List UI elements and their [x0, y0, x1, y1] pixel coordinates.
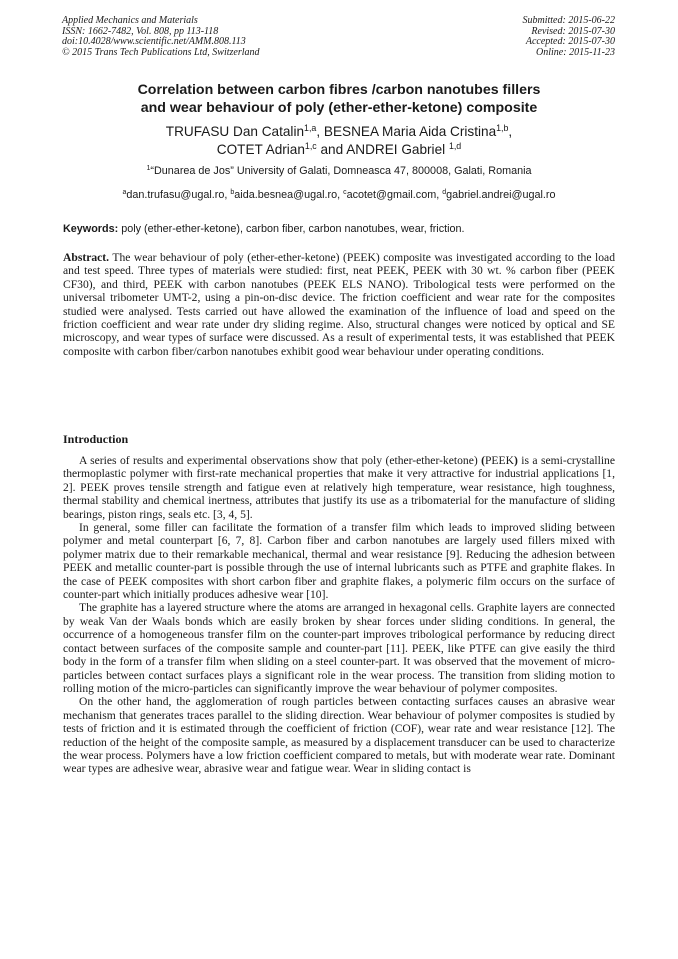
online-date: Online: 2015-11-23: [536, 46, 615, 58]
title-line-2: and wear behaviour of poly (ether-ether-ketone) composite: [140, 100, 538, 116]
title-line-1: Correlation between carbon fibres /carbon nanotubes fillers: [137, 82, 541, 98]
intro-paragraph-4: On the other hand, the agglomeration of rough particles between contacting surfaces causes an abrasive wear mechanism that generates traces parallel to the sliding direction. Wear behaviour of polymer composites is studied by tests of friction and it is estimated through the coefficient of friction (COF), wear rate and wear resistance [12]. The reduction of the height of the composite sample, as measured by a displacement transducer can be used to characterize the wear process. Polymers have a low friction coefficient compared to metals, but with moderate wear rate. Dominant wear types are adhesive wear, abrasive wear and fatigue wear. Wear in sliding contact is: [63, 695, 615, 776]
affiliation-sup: 1: [146, 165, 151, 173]
affiliation-text: “Dunarea de Jos” University of Galati, Domneasca 47, 800008, Galati, Romania: [150, 165, 532, 177]
introduction-body: [63, 454, 615, 776]
abstract-label: Abstract.: [63, 251, 110, 264]
author-line-1: [40, 123, 638, 141]
keywords-text: poly (ether-ether-ketone), carbon fiber, carbon nanotubes, wear, friction.: [118, 223, 465, 235]
author-3: COTET Adrian: [216, 141, 305, 157]
journal-header-right: [523, 16, 616, 58]
submitted-date: Submitted: 2015-06-22: [522, 15, 615, 26]
email-sup-c: c: [343, 189, 347, 197]
intro-p1-text-cont: is a semi-crystalline thermoplastic polymer with first-rate mechanical properties that make it very attractive for industrial applications [1, 2]. PEEK proves tensile strength and fatigue even at relatively high temperature, wear resistance, high toughness, thermal stability and chemical inertness, attributes that justify its use as a tribomaterial for the manufacture of sliding bearings, piston rings, seals etc. [3, 4, 5].: [63, 454, 615, 521]
intro-p1-paren-open: (: [481, 454, 485, 467]
author-4-sup: 1,d: [448, 140, 462, 151]
author-2: BESNEA Maria Aida Cristina: [323, 124, 497, 139]
author-1: TRUFASU Dan Catalin: [165, 124, 305, 139]
author-4: ANDREI Gabriel: [346, 141, 449, 157]
intro-p1-acronym: PEEK: [484, 454, 514, 467]
email-sup-b: b: [230, 189, 235, 197]
affiliation: [40, 165, 638, 178]
keywords-label: Keywords:: [63, 223, 119, 235]
paper-title: [40, 81, 638, 117]
email-a[interactable]: dan.trufasu@ugal.ro,: [126, 189, 231, 201]
email-sup-a: a: [122, 189, 127, 197]
section-heading-introduction: Introduction: [63, 432, 129, 446]
email-b[interactable]: aida.besnea@ugal.ro,: [234, 189, 344, 201]
journal-issn: ISSN: 1662-7482, Vol. 808, pp 113-118: [62, 25, 219, 37]
keywords: [63, 223, 615, 236]
abstract: [63, 251, 615, 358]
author-and: and: [316, 141, 347, 157]
intro-paragraph-2: In general, some filler can facilitate the formation of a transfer film which leads to improved sliding between polymer and metal counterpart [6, 7, 8]. Carbon fiber and carbon nanotubes are largely used fillers mixed with polymer matrix due to their remarkable mechanical, thermal and wear resistance [9]. Reducing the adhesion between PEEK and metallic counter-part is possible through the use of internal lubricants such as PTFE and graphite flakes. In the case of PEEK composites with short carbon fiber and graphite flakes, a polymeric film occurs on the surface of counter-part which initially produces adhesive wear [10].: [63, 521, 615, 602]
intro-p1-text: A series of results and experimental observations show that poly (ether-ether-ketone): [79, 454, 482, 467]
revised-date: Revised: 2015-07-30: [531, 25, 615, 37]
intro-p1-paren-close: ): [513, 454, 518, 467]
author-1-sup: 1,a: [304, 123, 317, 134]
email-c[interactable]: acotet@gmail.com,: [346, 189, 443, 201]
abstract-text: The wear behaviour of poly (ether-ether-ketone) (PEEK) composite was investigated according to the load and test speed. Three types of materials were studied: first, neat PEEK, PEEK with 30 wt. % carbon fiber (PEEK CF30), and third, PEEK with carbon nanotubes (PEEK ELS NANO). Tribological tests were performed on the universal tribometer UMT-2, using a pin-on-disc device. The friction coefficient and wear rate for the composites studied were analysed. Tests carried out have allowed the examination of the influence of load and speed on the friction coefficient and wear rate under dry sliding regime. Also, structural changes were noticed by optical and SE microscopy, and wear types of surface were discussed. As a result of experimental tests, it was established that PEEK composite with carbon fiber/carbon nanotubes exhibit good wear behaviour under operating conditions.: [63, 251, 615, 358]
author-3-sup: 1,c: [304, 140, 317, 151]
email-d[interactable]: gabriel.andrei@ugal.ro: [446, 189, 556, 201]
journal-doi: doi:10.4028/www.scientific.net/AMM.808.113: [62, 36, 246, 47]
author-2-sup: 1,b: [496, 123, 509, 134]
intro-paragraph-1: [63, 454, 615, 521]
journal-name: Applied Mechanics and Materials: [62, 15, 198, 26]
journal-header-left: [62, 16, 260, 58]
author-separator: ,: [508, 124, 513, 139]
email-sup-d: d: [442, 189, 447, 197]
author-emails: [40, 189, 638, 202]
journal-copyright: © 2015 Trans Tech Publications Ltd, Switzerland: [62, 46, 260, 58]
author-list: [40, 123, 638, 158]
author-separator: ,: [316, 124, 324, 139]
author-line-2: [40, 141, 638, 159]
accepted-date: Accepted: 2015-07-30: [525, 36, 615, 47]
intro-paragraph-3: The graphite has a layered structure where the atoms are arranged in hexagonal cells. Graphite layers are connected by weak Van der Waals bonds which are easily broken by shear forces under sliding conditions. In general, the occurrence of a homogeneous transfer film on the counter-part improves tribological performance by reducing direct contact between surfaces of the composite sample and counter-part [11]. PEEK, like PTFE can give easily the third body in the form of a transfer film when sliding on a steel counter-part. It was observed that the movement of micro-particles between contact surfaces plays a significant role in the wear process. The transition from sliding motion to rolling motion of the micro-particles can significantly improve the wear behaviour of polymer composites.: [63, 601, 615, 695]
